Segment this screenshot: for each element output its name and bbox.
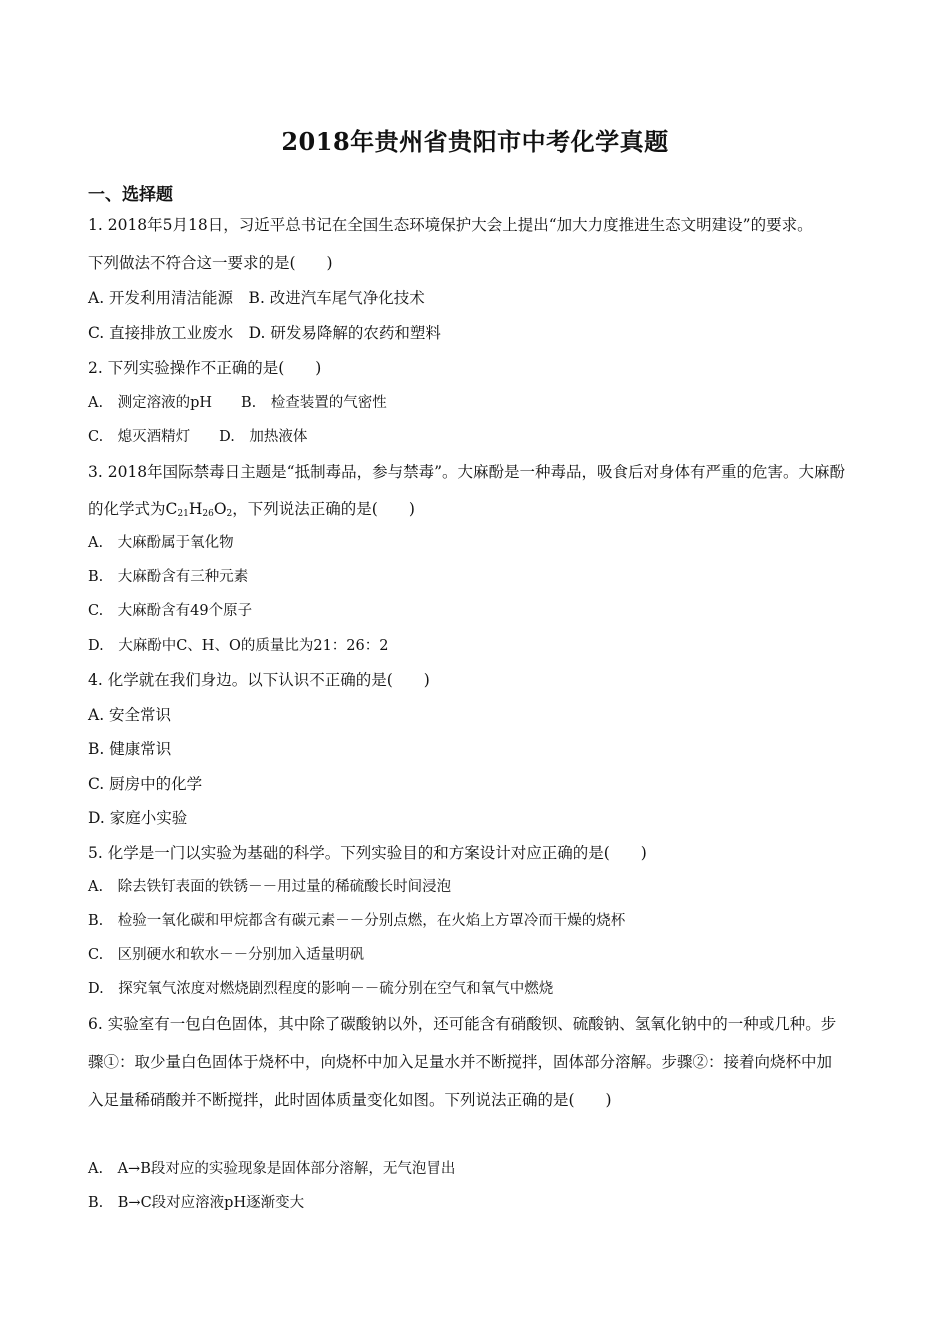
section-heading: 一、选择题	[88, 185, 173, 205]
q3-formula-line	[88, 498, 415, 525]
q4-option-c: C. 厨房中的化学	[88, 775, 203, 793]
q6-line-1: 6. 实验室有一包白色固体，其中除了碳酸钠以外，还可能含有硝酸钡、硫酸钠、氢氧化钠中的一种或几种。步	[88, 1015, 837, 1033]
q2-options-ab: A. 测定溶液的pH B. 检查装置的气密性	[88, 395, 387, 411]
q2-stem: 2. 下列实验操作不正确的是( )	[88, 359, 322, 377]
q5-option-a: A. 除去铁钉表面的铁锈－－用过量的稀硫酸长时间浸泡	[88, 879, 452, 895]
q3-option-d: D. 大麻酚中C、H、O的质量比为21：26：2	[88, 638, 389, 654]
q5-stem: 5. 化学是一门以实验为基础的科学。下列实验目的和方案设计对应正确的是( )	[88, 844, 647, 862]
q1-options-cd: C. 直接排放工业废水 D. 研发易降解的农药和塑料	[88, 324, 441, 342]
q2-options-cd: C. 熄灭酒精灯 D. 加热液体	[88, 429, 308, 445]
q4-option-d: D. 家庭小实验	[88, 809, 188, 827]
q6-line-3: 入足量稀硝酸并不断搅拌，此时固体质量变化如图。下列说法正确的是( )	[88, 1091, 612, 1109]
q4-stem: 4. 化学就在我们身边。以下认识不正确的是( )	[88, 671, 430, 689]
q3-formula-sub-c: 21	[177, 509, 189, 519]
q3-line-1: 3. 2018年国际禁毒日主题是“抵制毒品，参与禁毒”。大麻酚是一种毒品，吸食后对身体有严重的危害。大麻酚	[88, 463, 846, 481]
q3-option-b: B. 大麻酚含有三种元素	[88, 569, 249, 585]
q6-line-2: 骤①：取少量白色固体于烧杯中，向烧杯中加入足量水并不断搅拌，固体部分溶解。步骤②：接着向烧杯中加	[88, 1053, 833, 1071]
page-title: 2018年贵州省贵阳市中考化学真题	[281, 127, 669, 156]
q6-option-b: B. B→C段对应溶液pH逐渐变大	[88, 1195, 305, 1211]
q1-options-ab: A. 开发利用清洁能源 B. 改进汽车尾气净化技术	[88, 289, 425, 307]
q5-option-b: B. 检验一氧化碳和甲烷都含有碳元素－－分别点燃，在火焰上方罩冷而干燥的烧杯	[88, 913, 626, 929]
q1-line-2: 下列做法不符合这一要求的是( )	[88, 254, 333, 272]
q3-formula-o: O	[213, 500, 227, 518]
q3-formula-suffix: ，下列说法正确的是( )	[232, 500, 415, 518]
q3-formula-sub-h: 26	[202, 509, 214, 519]
q4-option-b: B. 健康常识	[88, 740, 172, 758]
q3-formula-h: H	[188, 500, 203, 518]
q6-option-a: A. A→B段对应的实验现象是固体部分溶解，无气泡冒出	[88, 1161, 456, 1177]
q3-option-c: C. 大麻酚含有49个原子	[88, 603, 253, 619]
q4-option-a: A. 安全常识	[88, 706, 172, 724]
q3-formula-prefix: 的化学式为C	[88, 500, 178, 518]
q3-formula-sub-o: 2	[226, 509, 233, 519]
q3-option-a: A. 大麻酚属于氧化物	[88, 535, 234, 551]
q1-line-1: 1. 2018年5月18日，习近平总书记在全国生态环境保护大会上提出“加大力度推进生态文明建设”的要求。	[88, 216, 813, 234]
q5-option-c: C. 区别硬水和软水－－分别加入适量明矾	[88, 947, 365, 963]
q5-option-d: D. 探究氧气浓度对燃烧剧烈程度的影响－－硫分别在空气和氧气中燃烧	[88, 981, 554, 997]
